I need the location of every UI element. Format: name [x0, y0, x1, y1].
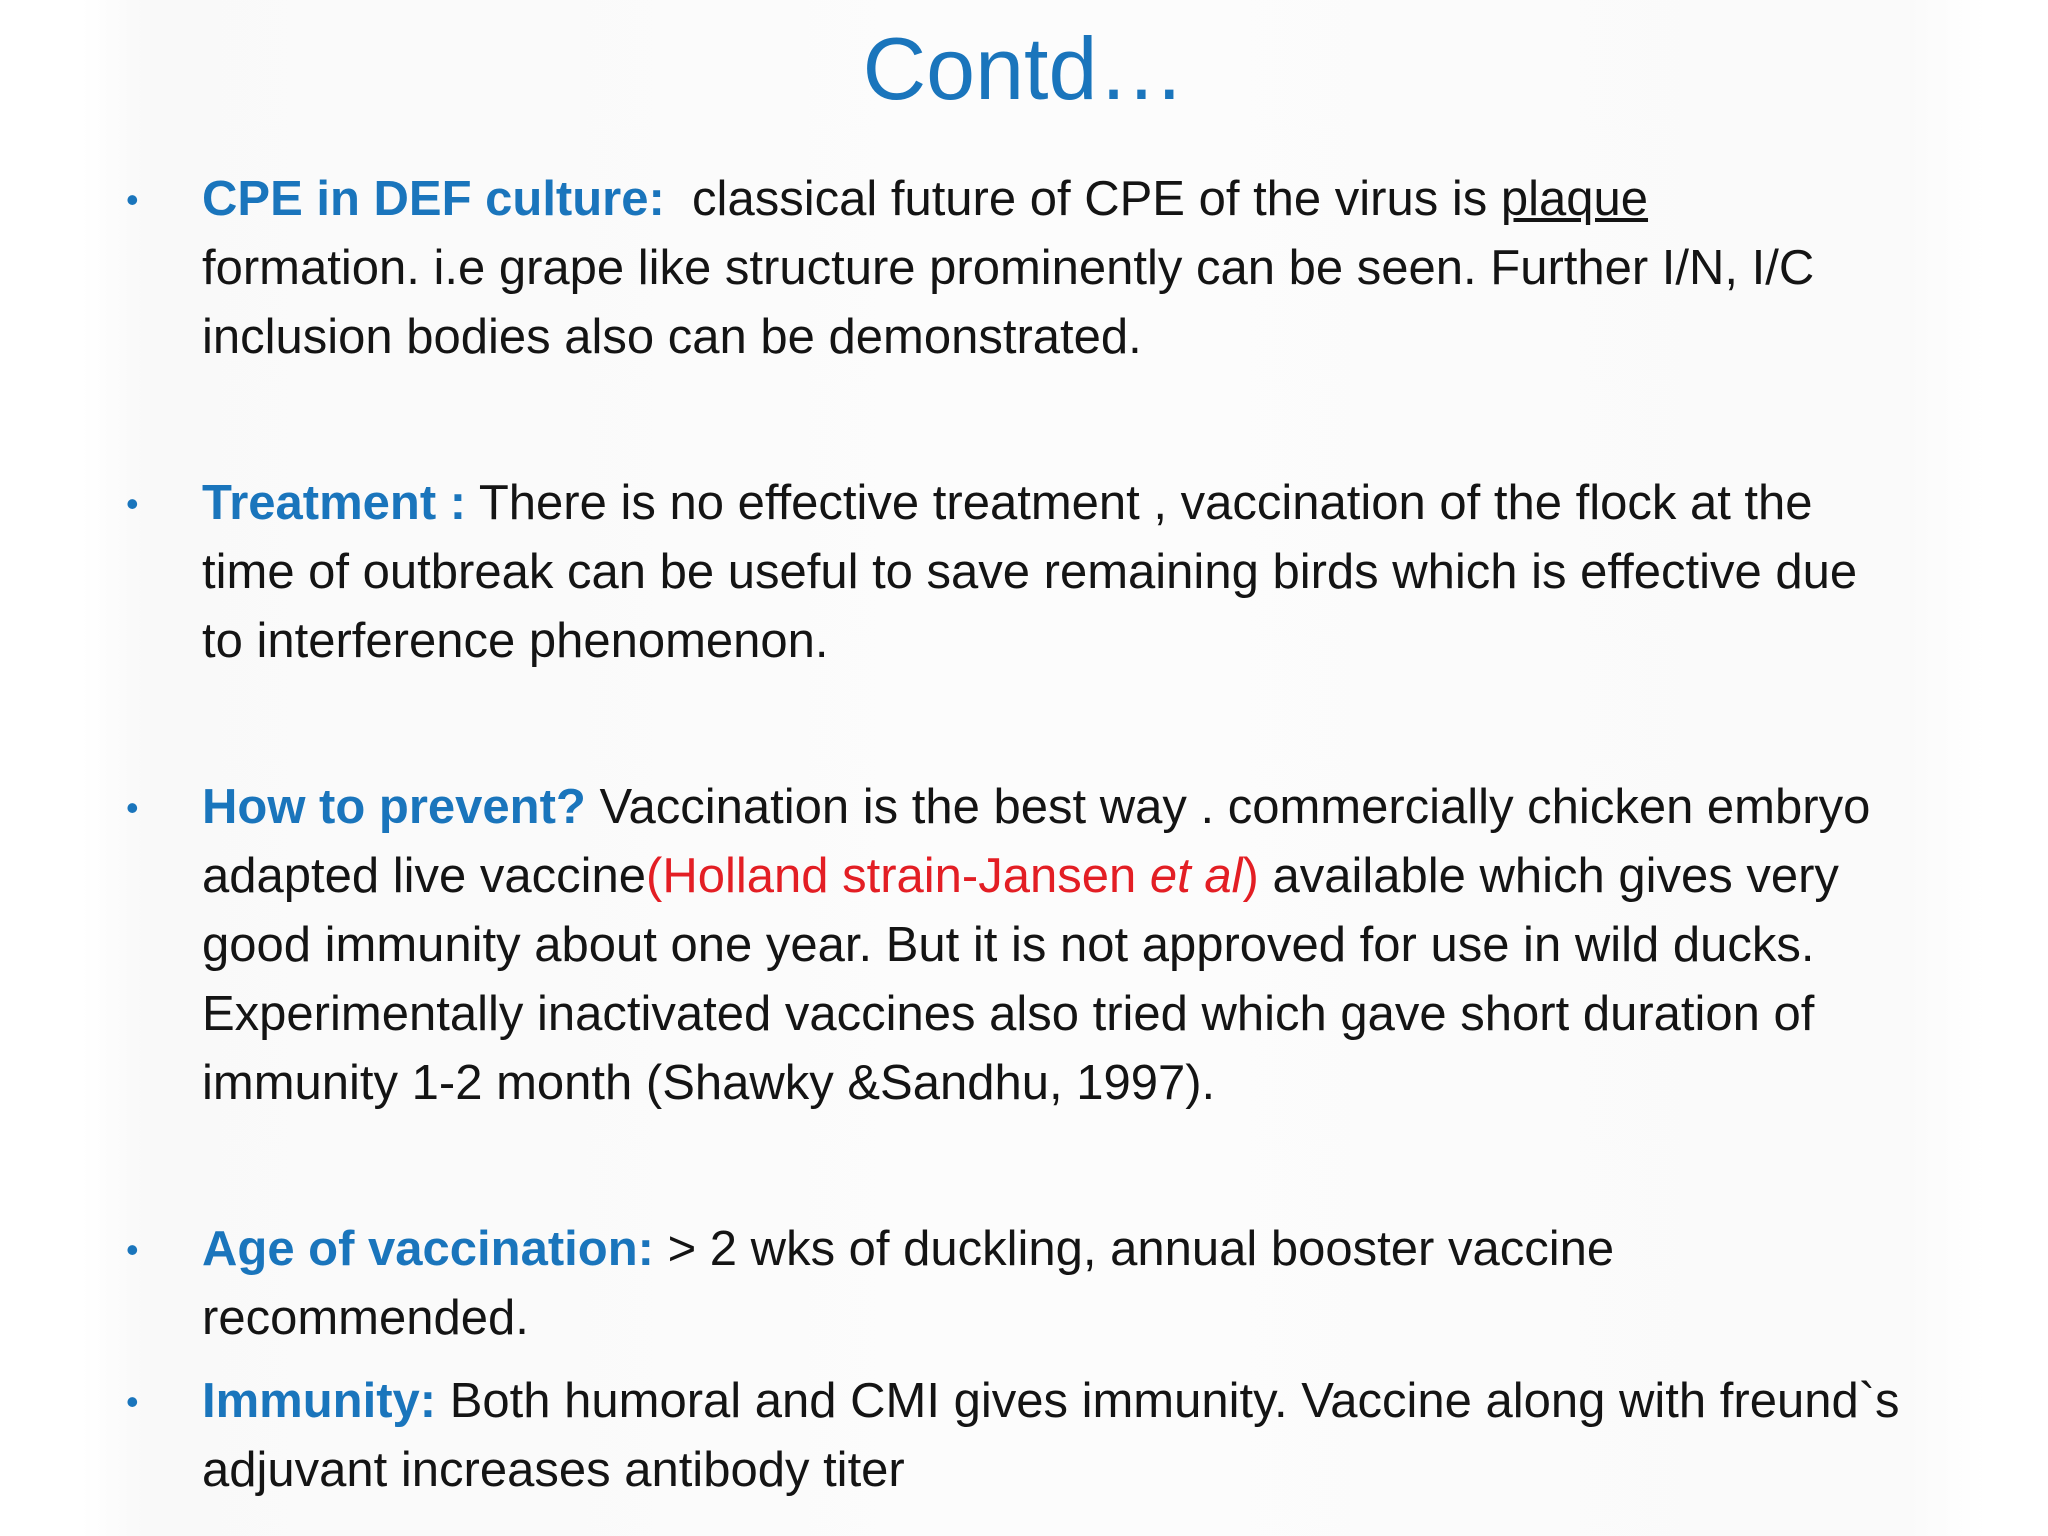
bullet-text: classical future of CPE of the virus is	[664, 172, 1501, 226]
bullet-text: Both humoral and CMI gives immunity. Vaccine along with freund`s adjuvant increases antibody titer	[202, 1374, 1900, 1497]
bullet-item-immunity	[126, 1367, 1902, 1505]
bullet-dot: •	[126, 1381, 139, 1422]
bullet-dot: •	[126, 1229, 139, 1270]
bullet-label: CPE in DEF culture:	[202, 172, 665, 226]
bullet-dot: •	[126, 179, 139, 220]
bullet-label: Age of vaccination:	[202, 1222, 654, 1276]
citation-red-close: )	[1242, 849, 1259, 903]
bullet-label: How to prevent?	[202, 780, 586, 834]
bullet-label: Immunity:	[202, 1374, 437, 1428]
bullet-dot: •	[126, 483, 139, 524]
citation-red-italic: et al	[1149, 849, 1243, 903]
bullet-text: > 2 wks of duckling, annual booster vaccine recommended.	[202, 1222, 1615, 1345]
bullet-item-cpe	[126, 165, 1902, 372]
bullet-item-treatment	[126, 469, 1902, 676]
bullet-text: Vaccination is the best way . commercially chicken embryo adapted live vaccine	[202, 780, 1871, 903]
bullet-text: available which gives very good immunity about one year. But it is not approved for use in wild ducks. Experimentally inactivated vaccines also tried which gave short duration of immunity 1-2 month (Shawky &Sandhu, 1997).	[202, 849, 1839, 1110]
bullet-item-age	[126, 1215, 1902, 1353]
bullet-label: Treatment :	[202, 476, 467, 530]
bullet-dot: •	[126, 787, 139, 828]
bullet-text: formation. i.e grape like structure prominently can be seen. Further I/N, I/C inclusion bodies also can be demonstrated.	[202, 241, 1815, 364]
citation-red: (Holland strain-Jansen	[646, 849, 1150, 903]
underlined-term: plaque	[1500, 172, 1649, 226]
slide-title: Contd…	[862, 19, 1186, 118]
bullet-item-prevent	[126, 773, 1902, 1118]
bullet-text: There is no effective treatment , vaccination of the flock at the time of outbreak can be useful to save remaining birds which is effective due to interference phenomenon.	[202, 476, 1858, 668]
